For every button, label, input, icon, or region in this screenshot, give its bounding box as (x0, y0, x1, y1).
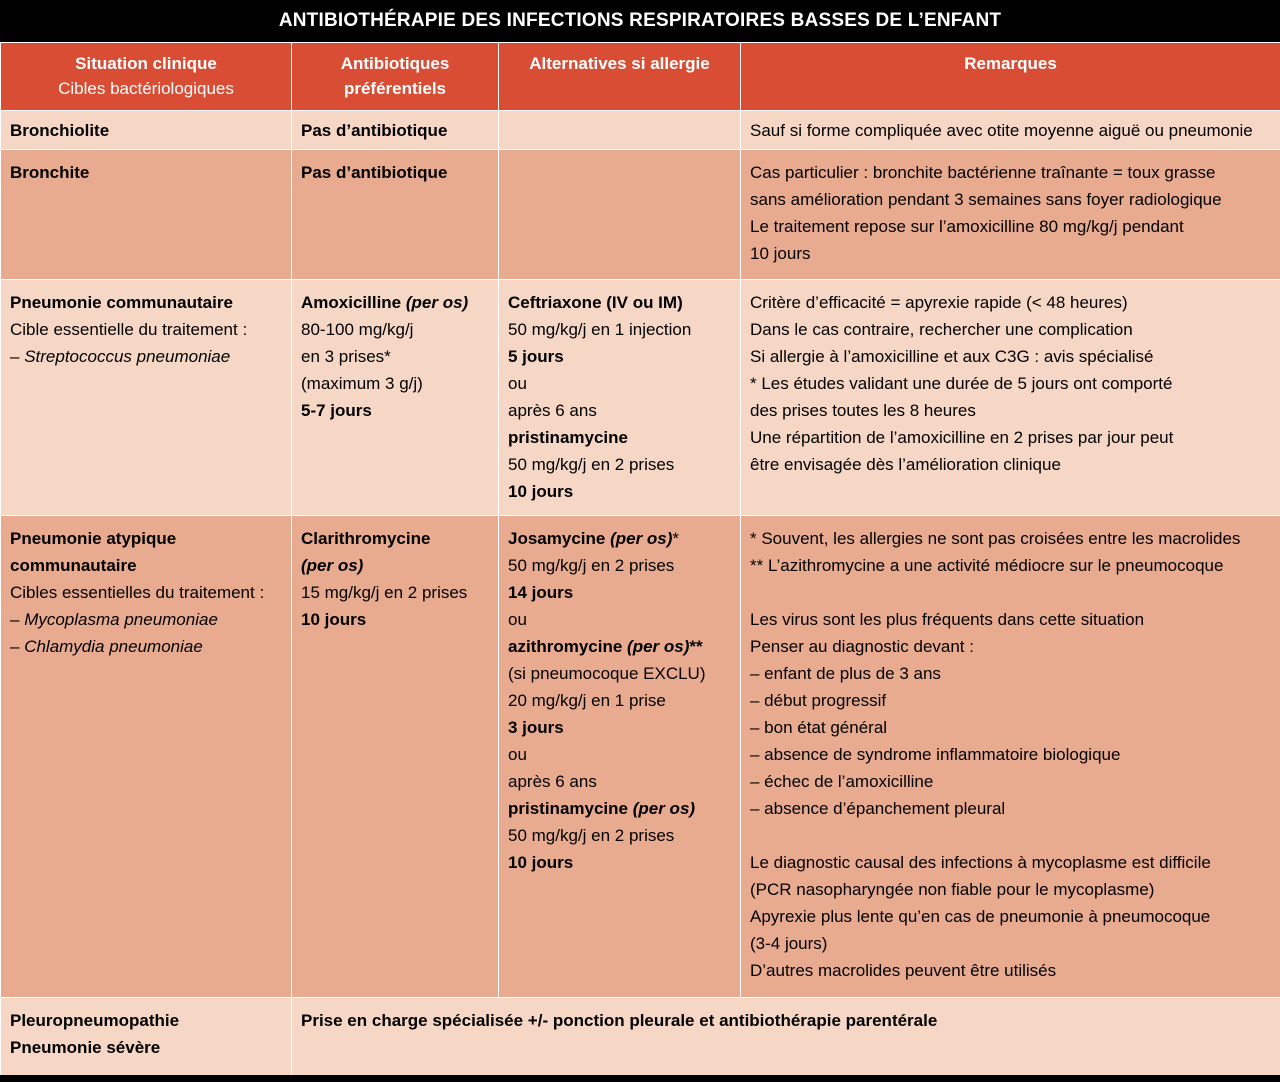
situation-name: communautaire (10, 556, 137, 575)
remark-line: Cas particulier : bronchite bactérienne traînante = toux grasse (750, 163, 1216, 182)
remark-line: (3-4 jours) (750, 934, 828, 953)
table-row (1, 150, 1280, 280)
ab-dose: 80-100 mg/kg/j (301, 320, 414, 339)
remark-line: – début progressif (750, 691, 887, 710)
alt2-name: pristinamycine (508, 428, 628, 447)
alt-ou: ou (508, 610, 527, 629)
cell-situation: Bronchiolite (1, 111, 292, 150)
cell-remarque (741, 280, 1280, 516)
cible-item (10, 343, 282, 370)
cible-label: Cibles essentielles du traitement : (10, 583, 265, 602)
remark-line: – absence d’épanchement pleural (750, 799, 1006, 818)
header-situation-sub: Cibles bactériologiques (58, 79, 234, 98)
cible-item (10, 606, 282, 633)
remark-line: des prises toutes les 8 heures (750, 401, 976, 420)
cell-remarque (741, 516, 1280, 998)
alt-duree: 14 jours (508, 583, 574, 602)
situation-name: Pleuropneumopathie (10, 1011, 180, 1030)
ab-route: (per os) (405, 293, 469, 312)
cell-antibiotique (292, 280, 499, 516)
alt2-name: azithromycine (508, 637, 628, 656)
cell-antibiotique: Pas d’antibiotique (292, 150, 499, 280)
header-antibiotiques-line1: Antibiotiques (340, 54, 450, 73)
ab-duree: 5-7 jours (301, 401, 372, 420)
alt-dose: 50 mg/kg/j en 1 injection (508, 320, 692, 339)
dash: – (10, 637, 25, 656)
situation-name: Pneumonie sévère (10, 1038, 161, 1057)
remark-line: – enfant de plus de 3 ans (750, 664, 941, 683)
alt3-route: (per os) (632, 799, 696, 818)
alt2-duree: 10 jours (508, 482, 574, 501)
alt3-name: pristinamycine (508, 799, 633, 818)
cell-situation (1, 516, 292, 998)
header-alternatives: Alternatives si allergie (499, 43, 741, 111)
alt-dose: 50 mg/kg/j en 2 prises (508, 556, 675, 575)
alt-ou: ou (508, 374, 527, 393)
ab-name: Clarithromycine (301, 529, 431, 548)
remark-line: * Les études validant une durée de 5 jours ont comporté (750, 374, 1173, 393)
remark-line: – échec de l’amoxicilline (750, 772, 934, 791)
dash: – (10, 347, 25, 366)
remark-spacer (750, 822, 1271, 849)
situation-name: Pneumonie communautaire (10, 293, 233, 312)
alt3-title (508, 795, 731, 822)
alt-star: * (672, 529, 680, 548)
remark-line: Penser au diagnostic devant : (750, 637, 974, 656)
cell-antibiotique: Pas d’antibiotique (292, 111, 499, 150)
cell-alternative (499, 150, 741, 280)
remark-line: Le diagnostic causal des infections à mycoplasme est difficile (750, 853, 1211, 872)
alt-age: après 6 ans (508, 401, 597, 420)
alt3-dose: 50 mg/kg/j en 2 prises (508, 826, 675, 845)
cell-situation (1, 280, 292, 516)
remark-line: Si allergie à l’amoxicilline et aux C3G : avis spécialisé (750, 347, 1154, 366)
cell-antibiotique (292, 516, 499, 998)
remark-line: Le traitement repose sur l’amoxicilline 80 mg/kg/j pendant (750, 217, 1184, 236)
remark-line: sans amélioration pendant 3 semaines sans foyer radiologique (750, 190, 1222, 209)
remark-spacer (750, 579, 1271, 606)
header-antibiotiques-line2: préférentiels (343, 79, 447, 98)
remark-line: D’autres macrolides peuvent être utilisés (750, 961, 1057, 980)
alt-ou: ou (508, 745, 527, 764)
cible-name: Mycoplasma pneumoniae (24, 610, 218, 629)
alt2-route: (per os) (627, 637, 690, 656)
remark-line: être envisagée dès l’amélioration clinique (750, 455, 1061, 474)
header-situation (1, 43, 292, 111)
alt2-dose: 20 mg/kg/j en 1 prise (508, 691, 666, 710)
cell-prise-en-charge: Prise en charge spécialisée +/- ponction pleurale et antibiothérapie parentérale (292, 998, 1280, 1080)
cell-remarque (741, 150, 1280, 280)
cell-alternative (499, 516, 741, 998)
cell-alternative (499, 280, 741, 516)
remark-line: Apyrexie plus lente qu’en cas de pneumonie à pneumocoque (750, 907, 1211, 926)
cell-remarque: Sauf si forme compliquée avec otite moyenne aiguë ou pneumonie (741, 111, 1280, 150)
header-situation-label: Situation clinique (75, 54, 217, 73)
remark-line: Les virus sont les plus fréquents dans cette situation (750, 610, 1145, 629)
remark-line: (PCR nasopharyngée non fiable pour le mycoplasme) (750, 880, 1155, 899)
cible-name: Chlamydia pneumoniae (24, 637, 203, 656)
table-row (1, 280, 1280, 516)
alt2-star: ** (689, 637, 703, 656)
remark-line: Dans le cas contraire, rechercher une complication (750, 320, 1133, 339)
ab-dose: 15 mg/kg/j en 2 prises (301, 583, 468, 602)
remark-line: ** L’azithromycine a une activité médiocre sur le pneumocoque (750, 556, 1224, 575)
antibiotherapy-table (0, 42, 1280, 1080)
remark-line: 10 jours (750, 244, 811, 263)
header-row (1, 43, 1280, 111)
alt2-title (508, 633, 731, 660)
cell-situation: Bronchite (1, 150, 292, 280)
cible-label: Cible essentielle du traitement : (10, 320, 248, 339)
alt-title (508, 525, 731, 552)
ab-title (301, 289, 489, 316)
table-row (1, 516, 1280, 998)
ab-duree: 10 jours (301, 610, 367, 629)
cible-name: Streptococcus pneumoniae (24, 347, 231, 366)
ab-name: Amoxicilline (301, 293, 406, 312)
alt3-duree: 10 jours (508, 853, 574, 872)
ab-dose: (maximum 3 g/j) (301, 374, 423, 393)
remark-line: * Souvent, les allergies ne sont pas croisées entre les macrolides (750, 529, 1241, 548)
ab-dose: en 3 prises* (301, 347, 391, 366)
situation-name: Pneumonie atypique (10, 529, 177, 548)
alt2-note: (si pneumocoque EXCLU) (508, 664, 706, 683)
remark-line: Une répartition de l’amoxicilline en 2 prises par jour peut (750, 428, 1174, 447)
ab-route: (per os) (301, 556, 364, 575)
alt-duree: 5 jours (508, 347, 564, 366)
remark-line: Critère d’efficacité = apyrexie rapide (< 48 heures) (750, 293, 1128, 312)
table-title: ANTIBIOTHÉRAPIE DES INFECTIONS RESPIRATOIRES BASSES DE L’ENFANT (0, 0, 1280, 42)
alt-name: Ceftriaxone (IV ou IM) (508, 293, 683, 312)
alt-route: (per os) (610, 529, 673, 548)
cell-alternative (499, 111, 741, 150)
cible-item (10, 633, 282, 660)
alt-name: Josamycine (508, 529, 611, 548)
table-row (1, 998, 1280, 1080)
header-antibiotiques (292, 43, 499, 111)
alt2-dose: 50 mg/kg/j en 2 prises (508, 455, 675, 474)
dash: – (10, 610, 25, 629)
alt3-age: après 6 ans (508, 772, 597, 791)
table-row (1, 111, 1280, 150)
remark-line: – bon état général (750, 718, 888, 737)
cell-situation (1, 998, 292, 1080)
header-remarques: Remarques (741, 43, 1280, 111)
remark-line: – absence de syndrome inflammatoire biologique (750, 745, 1121, 764)
bottom-rule (0, 1075, 1280, 1082)
alt2-duree: 3 jours (508, 718, 564, 737)
